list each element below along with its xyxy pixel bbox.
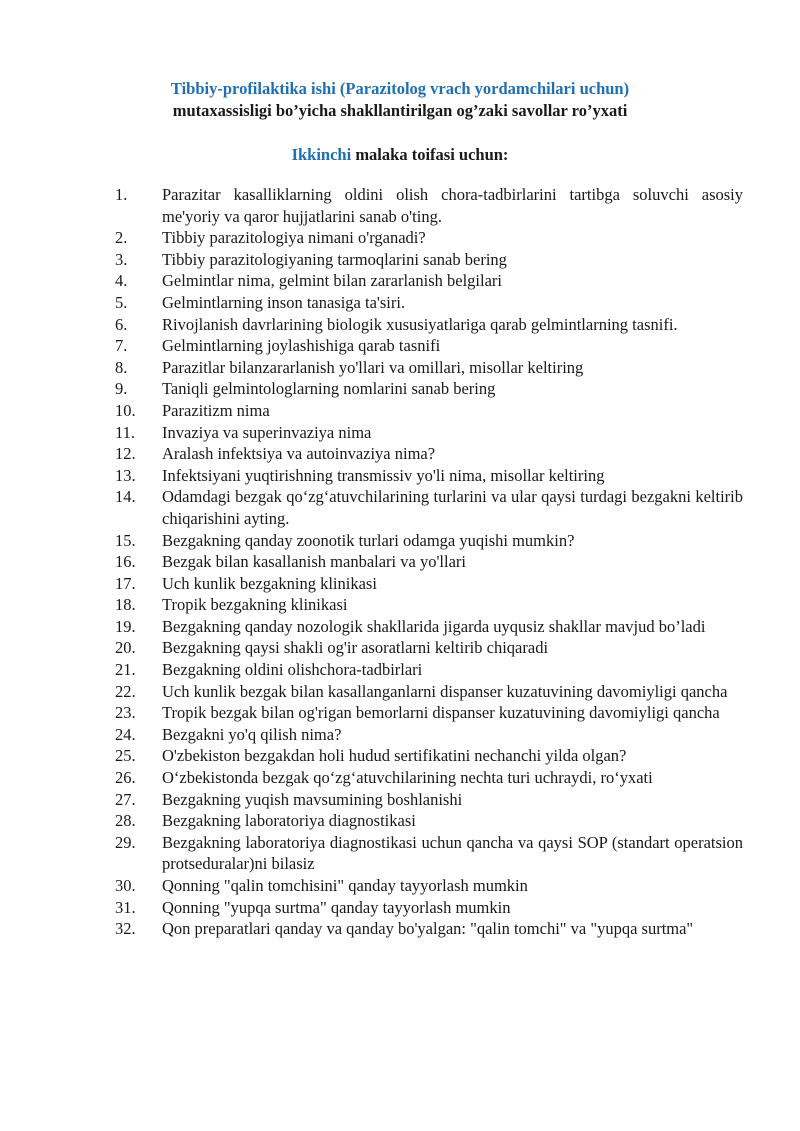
question-number: 19. — [115, 616, 136, 636]
question-item — [0, 357, 800, 379]
question-item — [0, 594, 800, 616]
question-number: 30. — [115, 876, 136, 895]
question-text: Tropik bezgak bilan og'rigan bemorlarni dispanser kuzatuvining davomiyligi qancha — [162, 703, 720, 723]
question-number: 2. — [115, 228, 128, 248]
question-item — [0, 681, 800, 703]
question-item — [0, 724, 800, 746]
question-number: 3. — [115, 249, 128, 269]
question-item — [0, 335, 800, 357]
question-text: Aralash infektsiya va autoinvaziya nima? — [162, 444, 436, 464]
question-text: Tibbiy parazitologiyaning tarmoqlarini sanab bering — [162, 249, 507, 269]
question-text: Parazitar kasalliklarning oldini olish chora-tadbirlarini tartibga soluvchi asosiy me'yoriy va qaror hujjatlarini sanab o'ting. — [162, 185, 743, 226]
question-text: Uch kunlik bezgak bilan kasallanganlarni dispanser kuzatuvining davomiyligi qancha — [162, 681, 728, 701]
question-item — [0, 810, 800, 832]
question-text: Qon preparatlari qanday va qanday bo'yalgan: "qalin tomchi" va "yupqa surtma" — [162, 919, 694, 939]
question-text: Bezgakning qanday nozologik shakllarida jigarda uyqusiz shakllar mavjud bo’ladi — [162, 616, 706, 636]
question-text: Taniqli gelmintologlarning nomlarini sanab bering — [162, 379, 496, 399]
question-number: 27. — [115, 789, 136, 809]
question-item — [0, 400, 800, 422]
question-item — [0, 422, 800, 444]
question-item — [0, 918, 800, 940]
question-text: O‘zbekistonda bezgak qo‘zg‘atuvchilarining nechta turi uchraydi, ro‘yxati — [162, 768, 653, 788]
question-item — [0, 443, 800, 465]
question-number: 32. — [115, 919, 136, 939]
question-number: 31. — [115, 897, 136, 917]
question-text: Gelmintlarning joylashishiga qarab tasnifi — [162, 336, 441, 356]
question-number: 6. — [115, 314, 128, 334]
question-item — [0, 465, 800, 487]
question-text: Tropik bezgakning klinikasi — [162, 595, 348, 615]
question-item — [0, 637, 800, 659]
question-item — [0, 875, 800, 897]
category-heading — [0, 144, 800, 166]
question-item — [0, 789, 800, 811]
question-item — [0, 530, 800, 552]
question-item — [0, 702, 800, 724]
question-text: Rivojlanish davrlarining biologik xususiyatlariga qarab gelmintlarning tasnifi. — [162, 314, 678, 334]
document-subtitle: mutaxassisligi bo’yicha shakllantirilgan og’zaki savollar ro’yxati — [172, 101, 628, 120]
question-number: 20. — [115, 638, 136, 658]
question-item — [0, 573, 800, 595]
question-number: 14. — [115, 487, 136, 507]
question-text: Tibbiy parazitologiya nimani o'rganadi? — [162, 228, 426, 248]
question-number: 24. — [115, 724, 136, 744]
question-text: Qonning "yupqa surtma" qanday tayyorlash mumkin — [162, 897, 511, 917]
question-item — [0, 551, 800, 573]
question-text: Parazitlar bilanzararlanish yo'llari va omillari, misollar keltiring — [162, 357, 584, 377]
question-number: 23. — [115, 703, 136, 723]
question-number: 26. — [115, 768, 136, 788]
question-item — [0, 897, 800, 919]
question-number: 29. — [115, 832, 136, 852]
question-text: O'zbekiston bezgakdan holi hudud sertifikatini nechanchi yilda olgan? — [162, 746, 627, 766]
question-number: 22. — [115, 681, 136, 701]
question-text: Gelmintlar nima, gelmint bilan zararlanish belgilari — [162, 271, 502, 291]
question-number: 12. — [115, 444, 136, 464]
document-title: Tibbiy-profilaktika ishi (Parazitolog vrach yordamchilari uchun) — [170, 79, 630, 98]
category-highlight: Ikkinchi — [291, 145, 352, 164]
question-number: 18. — [115, 595, 136, 615]
question-number: 16. — [115, 552, 136, 572]
question-item — [0, 616, 800, 638]
question-item — [0, 745, 800, 767]
question-number: 25. — [115, 746, 136, 766]
question-number: 4. — [115, 271, 128, 291]
question-text: Qonning "qalin tomchisini" qanday tayyorlash mumkin — [162, 876, 528, 895]
question-text: Odamdagi bezgak qo‘zg‘atuvchilarining turlarini va ular qaysi turdagi bezgakni keltirib chiqarishini ayting. — [162, 487, 743, 528]
question-item — [0, 227, 800, 249]
question-item — [0, 378, 800, 400]
question-number: 11. — [115, 422, 136, 442]
question-item — [0, 292, 800, 314]
question-number: 21. — [115, 660, 136, 680]
question-number: 28. — [115, 811, 136, 831]
question-number: 8. — [115, 357, 128, 377]
question-text: Bezgakning qaysi shakli og'ir asoratlarni keltirib chiqaradi — [162, 638, 549, 658]
question-text: Bezgakning oldini olishchora-tadbirlari — [162, 660, 423, 680]
question-item — [0, 767, 800, 789]
question-text: Bezgakning laboratoriya diagnostikasi uchun qancha va qaysi SOP (standart operatsion protseduralar)ni bilasiz — [162, 832, 743, 874]
question-text: Parazitizm nima — [162, 400, 270, 420]
question-text: Bezgakni yo'q qilish nima? — [162, 724, 342, 744]
question-number: 5. — [115, 292, 128, 312]
question-text: Uch kunlik bezgakning klinikasi — [162, 573, 377, 593]
question-item — [0, 832, 800, 875]
question-number: 17. — [115, 573, 136, 593]
question-number: 1. — [115, 185, 128, 204]
question-item — [0, 486, 800, 529]
question-item — [0, 314, 800, 336]
question-text: Bezgakning laboratoriya diagnostikasi — [162, 811, 416, 831]
question-number: 9. — [115, 379, 128, 399]
question-text: Infektsiyani yuqtirishning transmissiv yo'li nima, misollar keltiring — [162, 465, 605, 485]
question-text: Bezgakning qanday zoonotik turlari odamga yuqishi mumkin? — [162, 530, 575, 550]
document-header — [0, 78, 800, 122]
question-text: Bezgak bilan kasallanish manbalari va yo'llari — [162, 552, 466, 572]
question-number: 13. — [115, 465, 136, 485]
question-text: Gelmintlarning inson tanasiga ta'siri. — [162, 292, 406, 312]
question-item — [0, 659, 800, 681]
question-number: 15. — [115, 530, 136, 550]
question-number: 10. — [115, 400, 136, 420]
question-text: Bezgakning yuqish mavsumining boshlanishi — [162, 789, 463, 809]
question-number: 7. — [115, 336, 128, 356]
category-rest: malaka toifasi uchun: — [351, 145, 509, 164]
question-item — [0, 270, 800, 292]
question-item — [0, 184, 800, 227]
question-text: Invaziya va superinvaziya nima — [162, 422, 372, 442]
question-item — [0, 249, 800, 271]
questions-list — [0, 184, 800, 940]
